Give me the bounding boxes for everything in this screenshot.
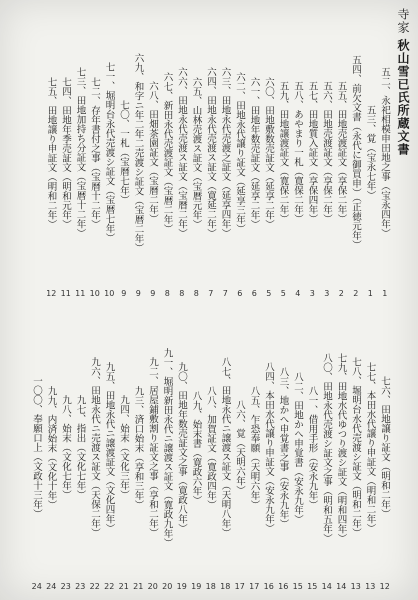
- toc-entry: [218, 325, 233, 570]
- page-number: 13: [350, 582, 361, 591]
- toc-entry: [233, 30, 248, 275]
- toc-entry: [59, 30, 74, 275]
- page-number: 8: [164, 289, 170, 298]
- toc-entry: [59, 325, 74, 570]
- toc-entry-title: 五八、あやまり一札（寛保二年）: [292, 81, 303, 224]
- toc-entry-title: 九三、済口始末（享和三年）: [132, 385, 144, 510]
- toc-entry-title: 八四、本田水代譲り申証文（安永九年）: [263, 362, 274, 533]
- page-number: 6: [251, 289, 257, 298]
- toc-entry-title: 八六、覚（天明六年）: [234, 400, 245, 495]
- toc-entry-title: 五三、覚（宝永七年）: [364, 105, 376, 200]
- page-number: 9: [121, 289, 127, 298]
- page-number: 9: [135, 289, 141, 298]
- toc-entry-title: 八三、地かへ申覚書之事（安永九年）: [277, 366, 289, 529]
- toc-entry: [262, 30, 277, 275]
- page-number: 15: [292, 582, 303, 591]
- toc-entry: [189, 325, 204, 570]
- toc-entry: [102, 30, 117, 275]
- page-number: 22: [104, 582, 115, 591]
- toc-entry-title: 九六、田地永代ニ売渡ス証文（天保二年）: [89, 357, 100, 538]
- toc-entry-title: 九八、始末（文化七年）: [60, 395, 71, 500]
- toc-entry-title: 九一、堀明新田永代ニ譲渡ス証文（寛政九年）: [161, 347, 173, 548]
- toc-entry-title: 五七、田地質入証文（享保四年）: [306, 81, 318, 224]
- toc-entry-title: 七八、堀明台水代売渡シ証文（明和二年）: [350, 357, 361, 538]
- toc-entry-title: 六八、田畑茶園証文（宝暦二年）: [147, 81, 158, 224]
- toc-entry-title: 七二、存年書付之事（宝暦十二年）: [89, 76, 100, 229]
- page-number: 24: [46, 582, 57, 591]
- page-number: 24: [31, 582, 42, 591]
- toc-block-bottom: [30, 325, 393, 570]
- toc-entry-title: 五五、田地売渡証文（享保二年）: [335, 81, 347, 224]
- toc-entry: [88, 30, 103, 275]
- page-number: 5: [266, 289, 272, 298]
- toc-entry: [102, 325, 117, 570]
- page-numbers-bottom: [30, 582, 393, 591]
- page-number: 18: [220, 582, 231, 591]
- toc-entry: [305, 30, 320, 275]
- toc-entry-title: 八九、始末書（寛政六年）: [190, 390, 202, 505]
- toc-entry-title: 九二、居屋鋪敷割り証文之事（享和二年）: [147, 357, 158, 538]
- toc-block-top: [44, 30, 392, 275]
- toc-entry: [175, 30, 190, 275]
- page-number: 4: [295, 289, 301, 298]
- toc-entry-title: 一〇〇、奉願口上（文政十三年）: [31, 376, 42, 519]
- page-number: 2: [338, 289, 344, 298]
- page-number: 5: [280, 289, 286, 298]
- page-number: 20: [147, 582, 158, 591]
- page-number: 15: [307, 582, 318, 591]
- page-number: 8: [179, 289, 185, 298]
- toc-entry: [175, 325, 190, 570]
- toc-entry: [363, 30, 378, 275]
- page-number: 17: [234, 582, 245, 591]
- toc-entry-title: 八一、借用手形（安永九年）: [306, 385, 318, 510]
- page-number: 11: [75, 289, 86, 298]
- toc-entry: [146, 325, 161, 570]
- toc-entry: [131, 30, 146, 275]
- toc-entry-title: 九五、田地永代ニ譲渡証文（文化四年）: [103, 362, 115, 533]
- toc-entry-title: 七四、田地年季売証文（明和元年）: [60, 76, 71, 229]
- toc-entry: [334, 325, 349, 570]
- toc-entry: [131, 325, 146, 570]
- toc-entry-title: 七三、田地加持ち分証文（宝暦十二年）: [74, 67, 86, 238]
- toc-entry: [320, 30, 335, 275]
- toc-entry-title: 六〇、田地敷数売証文（延享二年）: [263, 76, 274, 229]
- page-number: 9: [150, 289, 156, 298]
- toc-entry: [349, 30, 364, 275]
- toc-entry-title: 六六、田地永代売渡ス証文（宝暦二年）: [176, 67, 187, 238]
- page-number: 3: [309, 289, 315, 298]
- toc-entry: [146, 30, 161, 275]
- toc-entry: [291, 325, 306, 570]
- page-number: 18: [205, 582, 216, 591]
- toc-entry-title: 六一、田地年数売証文（延享二年）: [248, 76, 260, 229]
- toc-entry: [276, 30, 291, 275]
- toc-entry-title: 九七、指出（文化七年）: [74, 395, 86, 500]
- page-number: 21: [133, 582, 144, 591]
- page-number: 2: [353, 289, 359, 298]
- toc-entry: [363, 325, 378, 570]
- toc-entry-title: 六三、田地永代売渡之証文（延享四年）: [219, 67, 231, 238]
- section-header: [395, 8, 412, 156]
- page-number: 8: [193, 289, 199, 298]
- toc-entry-title: 七〇、一札（宝暦七年）: [118, 100, 129, 205]
- toc-entry-title: 六五、山林売渡ス証文（宝暦元年）: [190, 76, 202, 229]
- page-number: 17: [249, 582, 260, 591]
- toc-entry-title: 八二、田地かへ申覚書（安永九年）: [292, 371, 303, 524]
- page-number: 19: [176, 582, 187, 591]
- toc-entry-title: 八〇、田地永代売渡シ証文之事（明和五年）: [321, 352, 332, 543]
- page-number: 16: [263, 582, 274, 591]
- page-number: 1: [382, 289, 388, 298]
- toc-entry: [305, 325, 320, 570]
- page-number: 10: [104, 289, 115, 298]
- section-title: 秋山雪已氏所蔵文書: [396, 39, 410, 157]
- toc-entry: [218, 30, 233, 275]
- page-number: 23: [60, 582, 71, 591]
- toc-entry: [247, 30, 262, 275]
- page-number: 19: [191, 582, 202, 591]
- toc-entry: [378, 325, 393, 570]
- toc-entry: [117, 325, 132, 570]
- page-numbers-top: [44, 289, 392, 298]
- toc-entry-title: 八八、加賀証文（寛政四年）: [205, 385, 216, 510]
- toc-entry: [204, 30, 219, 275]
- page-number: 7: [222, 289, 228, 298]
- page-number: 1: [367, 289, 373, 298]
- toc-entry: [88, 325, 103, 570]
- page-number: 13: [365, 582, 376, 591]
- toc-entry: [189, 30, 204, 275]
- section-category: 寺家: [396, 8, 410, 34]
- page-number: 23: [75, 582, 86, 591]
- page-number: 7: [208, 289, 214, 298]
- toc-entry: [30, 325, 45, 570]
- page-number: 10: [89, 289, 100, 298]
- toc-entry: [44, 30, 59, 275]
- toc-entry-title: 七六、田地譲り証文（明和二年）: [379, 376, 390, 519]
- toc-entry-title: 七一、堀明台永代売渡シ証文（宝暦七年）: [103, 62, 115, 243]
- toc-entry-title: 六二、田地永代譲り証文（延享三年）: [234, 71, 245, 234]
- toc-entry-title: 九九、内済始末（文化十年）: [45, 385, 57, 510]
- page-number: 21: [118, 582, 129, 591]
- page-number: 3: [324, 289, 330, 298]
- toc-entry: [320, 325, 335, 570]
- toc-entry: [233, 325, 248, 570]
- toc-entry-title: 九四、始末（文化三年）: [118, 395, 129, 500]
- page-number: 16: [278, 582, 289, 591]
- toc-entry: [44, 325, 59, 570]
- toc-entry: [204, 325, 219, 570]
- toc-entry: [73, 325, 88, 570]
- toc-entry-title: 八五、乍恐奉願（天明六年）: [248, 385, 260, 510]
- toc-entry-title: 五四、前欠文書（永代に御買申）（正徳元年）: [350, 55, 361, 250]
- toc-entry-title: 五二、永祀相模申田地之事（宝永四年）: [379, 67, 390, 238]
- toc-entry: [117, 30, 132, 275]
- toc-entry-title: 六七、新田永代売渡証文（宝暦二年）: [161, 71, 173, 234]
- page-number: 20: [162, 582, 173, 591]
- toc-entry-title: 六九、和字ニ年二年二売渡シ証文（宝暦二年）: [132, 52, 144, 253]
- page-number: 14: [336, 582, 347, 591]
- toc-entry: [160, 30, 175, 275]
- toc-entry: [276, 325, 291, 570]
- toc-entry: [160, 325, 175, 570]
- page-number: 22: [89, 582, 100, 591]
- toc-entry: [334, 30, 349, 275]
- toc-entry-title: 五六、田地売渡証文（享保二年）: [321, 81, 332, 224]
- toc-entry: [73, 30, 88, 275]
- toc-entry-title: 八七、田地永代ニ譲渡ス証文（天明八年）: [219, 357, 231, 538]
- toc-entry: [291, 30, 306, 275]
- toc-entry: [349, 325, 364, 570]
- page-number: 14: [321, 582, 332, 591]
- toc-entry-title: 九〇、田地年数売証文之事（寛政八年）: [176, 362, 187, 533]
- toc-entry-title: 七九、田地水代ゆつり渡シ証文（明和四年）: [335, 352, 347, 543]
- page-number: 12: [379, 582, 390, 591]
- page-number: 12: [46, 289, 57, 298]
- toc-entry-title: 七七、本田水代譲り申証文（明和二年）: [364, 362, 376, 533]
- toc-entry: [378, 30, 393, 275]
- toc-entry: [262, 325, 277, 570]
- toc-entry-title: 六四、田地永代売渡ス証文（寛延二年）: [205, 67, 216, 238]
- page-number: 6: [237, 289, 243, 298]
- toc-entry-title: 五九、田地譲渡証文（寛保二年）: [277, 81, 289, 224]
- toc-entry: [247, 325, 262, 570]
- toc-entry-title: 七五、田地譲り申証文（明和二年）: [45, 76, 57, 229]
- page-number: 11: [60, 289, 71, 298]
